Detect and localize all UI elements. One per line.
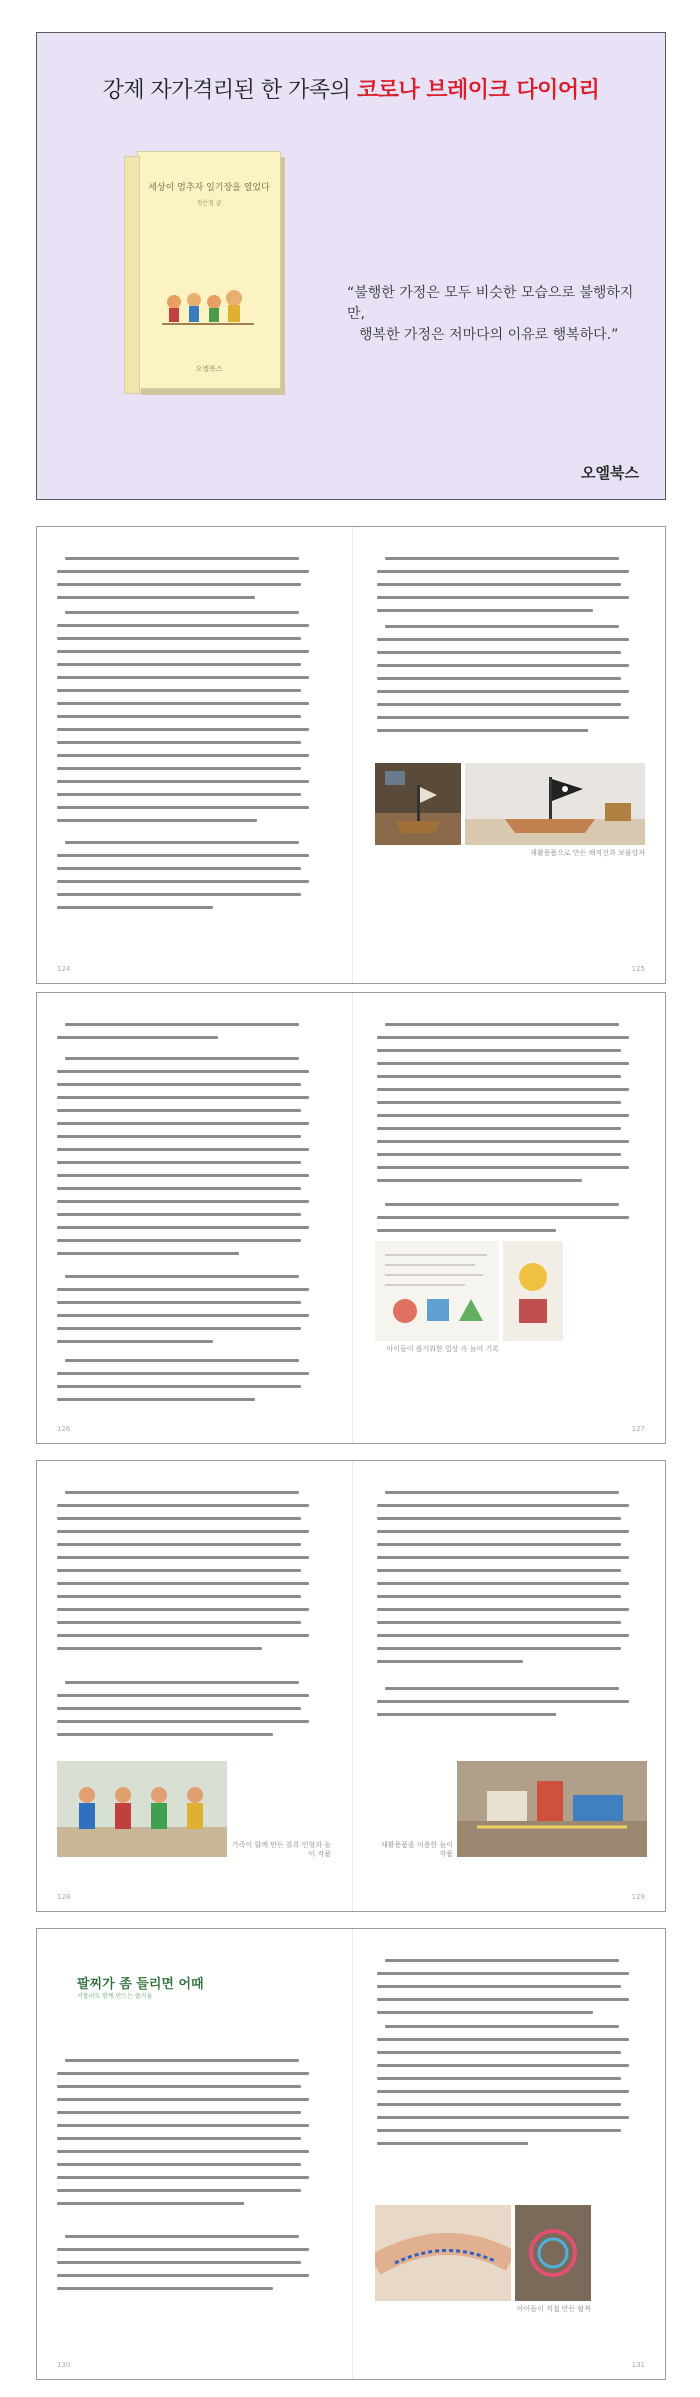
text-line [377, 1713, 556, 1716]
text-line [377, 1608, 629, 1611]
text-line [57, 1608, 309, 1611]
quote-line-1: “불행한 가정은 모두 비슷한 모습으로 불행하지만, [347, 285, 634, 322]
text-line [57, 650, 309, 653]
spread-gutter [352, 1929, 353, 2379]
text-line [377, 609, 593, 612]
left-page-text [57, 1491, 317, 1741]
photo-pirate-ship-right [465, 763, 645, 845]
photo-recycled-craft [457, 1761, 647, 1857]
photo-pirate-ship-left [375, 763, 461, 845]
text-line [57, 1694, 309, 1697]
text-line [57, 2189, 301, 2192]
text-line [65, 1681, 299, 1684]
text-line [377, 1062, 629, 1065]
text-line [57, 2098, 309, 2101]
text-line [377, 1153, 621, 1156]
text-line [57, 854, 309, 857]
text-line [57, 2261, 301, 2264]
book-publisher: 오엘북스 [195, 365, 223, 373]
book-spread-4 [36, 1928, 666, 2380]
section-title: 팔찌가 좀 들리면 어때 [77, 1977, 204, 1992]
text-line [57, 1733, 273, 1736]
text-line [377, 1569, 621, 1572]
photo-block-dolls [57, 1761, 227, 1857]
text-line [57, 793, 301, 796]
text-line [57, 1385, 301, 1388]
photo-caption: 재활용품으로 만든 해적선과 보물상자 [530, 849, 645, 857]
text-line [57, 1288, 309, 1291]
text-line [377, 2038, 629, 2041]
text-line [65, 1057, 299, 1060]
text-line [65, 1491, 299, 1494]
text-line [57, 1239, 301, 1242]
page-number-right: 125 [631, 965, 645, 973]
text-line [65, 841, 299, 844]
text-line [385, 1959, 619, 1962]
section-subtitle: 서툴러도 함께 만드는 즐거움 [77, 1993, 153, 2000]
text-line [57, 1252, 239, 1255]
text-line [57, 1372, 309, 1375]
text-line [377, 2103, 621, 2106]
text-line [57, 2287, 273, 2290]
text-line [377, 1166, 629, 1169]
text-line [377, 2116, 629, 2119]
page-number-left: 126 [57, 1425, 71, 1433]
text-line [57, 2202, 244, 2205]
text-line [57, 583, 301, 586]
text-line [57, 754, 309, 757]
text-line [57, 1543, 301, 1546]
text-line [57, 2150, 309, 2153]
text-line [377, 729, 588, 732]
text-line [57, 1720, 309, 1723]
right-page-text [377, 1959, 637, 2159]
text-line [57, 1340, 213, 1343]
text-line [57, 1530, 309, 1533]
text-line [377, 1127, 621, 1130]
text-line [57, 1595, 301, 1598]
text-line [57, 1187, 301, 1190]
text-line [377, 1543, 621, 1546]
text-line [65, 2059, 299, 2062]
book-spread-3 [36, 1460, 666, 1912]
text-line [57, 867, 301, 870]
text-line [377, 1036, 629, 1039]
book-spread-2 [36, 992, 666, 1444]
text-line [377, 716, 629, 719]
photo-caption-left: 가족이 함께 만든 블록 인형과 놀이 작품 [231, 1841, 331, 1858]
left-page-text [57, 1023, 317, 1403]
text-line [57, 1070, 309, 1073]
text-line [385, 625, 619, 628]
text-line [385, 557, 619, 560]
text-line [377, 2090, 629, 2093]
text-line [57, 1109, 301, 1112]
book-author: 정은정 글 [196, 200, 222, 207]
text-line [385, 1687, 619, 1690]
text-line [57, 1504, 309, 1507]
text-line [377, 1504, 629, 1507]
text-line [57, 806, 309, 809]
text-line [377, 664, 629, 667]
text-line [377, 1179, 582, 1182]
text-line [377, 1049, 621, 1052]
text-line [57, 1036, 218, 1039]
text-line [377, 1101, 621, 1104]
text-line [377, 1634, 629, 1637]
right-page-text [377, 557, 637, 737]
book-cover [137, 151, 281, 389]
text-line [57, 780, 309, 783]
text-line [57, 819, 257, 822]
text-line [57, 1517, 301, 1520]
text-line [377, 2142, 528, 2145]
text-line [57, 2137, 301, 2140]
text-line [57, 676, 309, 679]
text-line [377, 596, 629, 599]
photo-drawing [503, 1241, 563, 1341]
text-line [57, 1621, 301, 1624]
text-line [377, 2011, 593, 2014]
headline-text: 강제 자가격리된 한 가족의 [102, 78, 351, 103]
text-line [385, 1491, 619, 1494]
text-line [57, 1314, 309, 1317]
text-line [57, 1148, 309, 1151]
book-spread-1 [36, 526, 666, 984]
text-line [57, 906, 213, 909]
page-number-right: 131 [631, 2361, 645, 2369]
photo-bracelets [515, 2205, 591, 2301]
text-line [57, 2111, 301, 2114]
text-line [377, 703, 621, 706]
text-line [57, 1398, 255, 1401]
text-line [57, 1096, 309, 1099]
page-number-right: 127 [631, 1425, 645, 1433]
photo-diary-pages [375, 1241, 499, 1341]
photo-caption-right: 재활용품을 이용한 놀이 작품 [380, 1841, 453, 1858]
photo-caption: 아이들이 즐거워한 일상 속 놀이 기록 [386, 1345, 499, 1353]
text-line [57, 1556, 309, 1559]
text-line [57, 624, 309, 627]
book-promo-banner [36, 32, 666, 500]
text-line [377, 1985, 621, 1988]
book-quote [347, 283, 647, 346]
text-line [65, 557, 299, 560]
text-line [377, 1595, 621, 1598]
text-line [377, 1582, 629, 1585]
text-line [377, 570, 629, 573]
publisher-logo: 오엘북스 [581, 464, 639, 482]
text-line [377, 1998, 629, 2001]
text-line [57, 741, 301, 744]
text-line [57, 1174, 309, 1177]
spread-gutter [352, 527, 353, 983]
text-line [65, 611, 299, 614]
text-line [57, 2124, 309, 2127]
photo-caption: 아이들이 직접 만든 팔찌 [516, 2305, 591, 2313]
text-line [377, 1140, 629, 1143]
text-line [57, 2176, 309, 2179]
text-line [57, 1707, 301, 1710]
text-line [65, 1275, 299, 1278]
text-line [57, 715, 301, 718]
text-line [377, 1647, 621, 1650]
text-line [377, 1530, 629, 1533]
text-line [57, 689, 301, 692]
spread-gutter [352, 993, 353, 1443]
text-line [65, 1023, 299, 1026]
text-line [57, 1569, 301, 1572]
book-title: 세상이 멈추자 일기장을 열었다 [148, 183, 270, 193]
photo-bracelet-making [375, 2205, 511, 2301]
text-line [377, 1517, 621, 1520]
page-number-right: 129 [631, 1893, 645, 1901]
text-line [377, 1114, 629, 1117]
text-line [57, 1122, 309, 1125]
text-line [57, 1226, 309, 1229]
text-line [57, 880, 309, 883]
text-line [57, 1213, 301, 1216]
page-number-left: 124 [57, 965, 71, 973]
text-line [377, 1660, 523, 1663]
text-line [377, 1972, 629, 1975]
text-line [377, 2129, 621, 2132]
text-line [57, 2248, 309, 2251]
text-line [377, 651, 621, 654]
right-page-text [377, 1023, 637, 1223]
text-line [377, 2064, 629, 2067]
quote-line-2: 행복한 가정은 저마다의 이유로 행복하다.” [359, 327, 619, 343]
text-line [57, 1301, 301, 1304]
book-cover-illustration [160, 272, 256, 326]
text-line [57, 1135, 301, 1138]
text-line [57, 767, 301, 770]
text-line [57, 1582, 309, 1585]
text-line [57, 1161, 301, 1164]
text-line [57, 2274, 309, 2277]
left-page-text [57, 557, 317, 937]
text-line [377, 1216, 629, 1219]
text-line [385, 1023, 619, 1026]
text-line [57, 2072, 309, 2075]
text-line [57, 2085, 301, 2088]
text-line [377, 583, 621, 586]
headline-accent: 코로나 브레이크 다이어리 [356, 78, 600, 103]
text-line [57, 1083, 301, 1086]
page-number-left: 130 [57, 2361, 71, 2369]
text-line [57, 893, 301, 896]
text-line [385, 1203, 619, 1206]
text-line [377, 1700, 629, 1703]
left-page-text [57, 2059, 317, 2329]
text-line [57, 663, 301, 666]
text-line [377, 2051, 621, 2054]
text-line [377, 1075, 621, 1078]
page-number-left: 128 [57, 1893, 71, 1901]
text-line [57, 1327, 301, 1330]
text-line [57, 702, 309, 705]
text-line [57, 1200, 309, 1203]
text-line [377, 690, 629, 693]
text-line [377, 1229, 556, 1232]
text-line [65, 2235, 299, 2238]
banner-headline [37, 73, 665, 104]
text-line [385, 2025, 619, 2028]
text-line [377, 1621, 621, 1624]
text-line [57, 596, 255, 599]
text-line [377, 2077, 621, 2080]
text-line [57, 2163, 301, 2166]
text-line [57, 570, 309, 573]
right-page-text [377, 1491, 637, 1711]
book-spine [124, 156, 140, 394]
text-line [57, 1647, 262, 1650]
text-line [377, 1088, 629, 1091]
text-line [377, 1556, 629, 1559]
text-line [57, 637, 301, 640]
spread-gutter [352, 1461, 353, 1911]
text-line [377, 638, 629, 641]
text-line [377, 677, 621, 680]
text-line [65, 1359, 299, 1362]
text-line [57, 728, 309, 731]
text-line [57, 1634, 309, 1637]
